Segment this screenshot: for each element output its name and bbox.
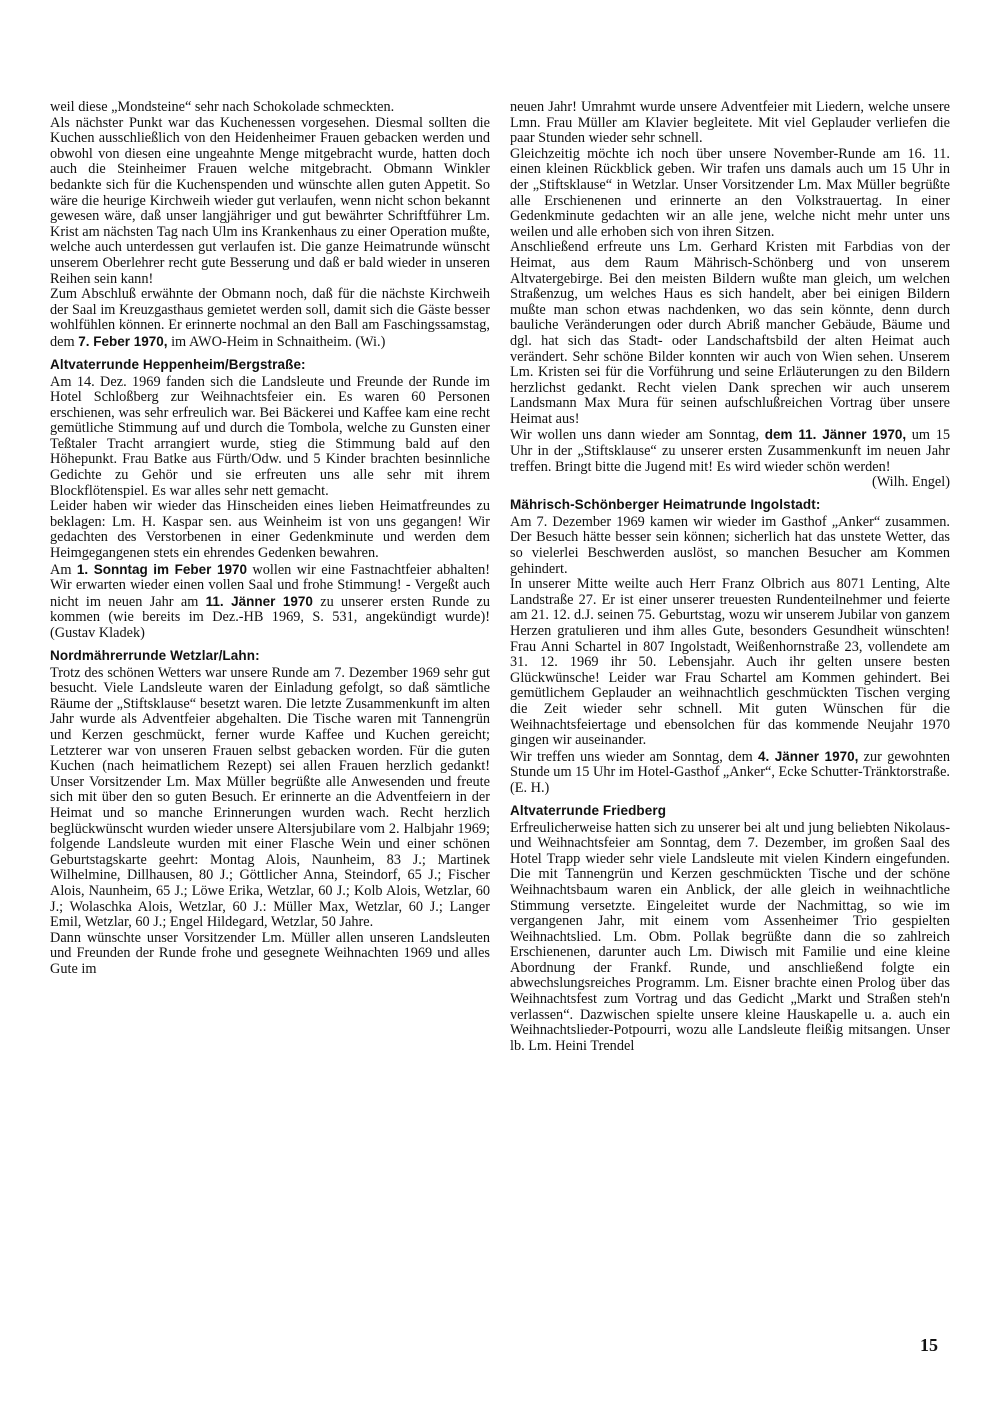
- section-heading-wetzlar: Nordmährerrunde Wetzlar/Lahn:: [50, 647, 260, 663]
- section-heading-friedberg: Altvaterrunde Friedberg: [510, 802, 667, 818]
- bold-date: dem 11. Jänner 1970,: [764, 427, 907, 443]
- text-run: zu unserer ersten Runde zu kommen (wie bereits im Dez.-HB 1969, S. 531, angekündigt wurde)! (Gustav Kladek): [50, 593, 490, 641]
- paragraph: [50, 562, 490, 642]
- bold-date: 11. Jänner 1970: [205, 593, 313, 609]
- bold-date: 1. Sonntag im Feber 1970: [76, 561, 247, 577]
- paragraph: Dann wünschte unser Vorsitzender Lm. Müller allen unseren Landsleuten und Freunden der Runde frohe und gesegnete Weihnachten 1969 und alles Gute im: [50, 929, 490, 977]
- text-run: wollen wir eine Fastnachtfeier abhalten! Wir erwarten wieder einen vollen Saal und frohe Stimmung! - Vergeßt auch nicht im neuen Jahr am: [50, 561, 490, 610]
- text-run: im AWO-Heim in Schnaitheim. (Wi.): [167, 333, 386, 350]
- paragraph: Als nächster Punkt war das Kuchenessen vorgesehen. Diesmal sollten die Kuchen ausschließlich von den Heidenheimer Frauen gebacken werden und obwohl von diesen eine ungeahnte Menge mitgebracht wurde, hatten doch auch die Steinheimer Frauen welche mitgebracht. Obmann Winkler bedankte sich für die Kuchenspenden und wünschte allen guten Appetit. So wäre die heurige Kirchweih wieder gut verlaufen, wenn nicht schon bekannt gewesen wäre, daß unser langjähriger und gut bewährter Schriftführer Lm. Krist am nächsten Tag nach Ulm ins Krankenhaus zu einer Operation mußte, welche auch unterdessen gut verlaufen ist. Die ganze Heimatrunde wünscht unserem Oberlehrer recht gute Besserung und daß er bald wieder in unseren Reihen sein kann!: [50, 114, 490, 287]
- paragraph: neuen Jahr! Umrahmt wurde unsere Adventfeier mit Liedern, welche unsere Lmn. Frau Müller am Klavier begleitete. Mit viel Geplauder verliefen die paar Stunden wieder sehr schnell.: [510, 99, 950, 147]
- page-number: 15: [920, 1335, 938, 1355]
- text-run: um 15 Uhr in der „Stiftsklause“ zu unserer ersten Zusammenkunft im neuen Jahr treffen. Bringt bitte die Jugend mit! Es wird wieder schön werden!: [510, 427, 950, 475]
- text-run: Am: [50, 561, 77, 578]
- paragraph: Am 14. Dez. 1969 fanden sich die Landsleute und Freunde der Runde im Hotel Schloßberg zur Weihnachtsfeier ein. Es waren 60 Personen erschienen, was sehr erfreulich war. Bei Bäckerei und Kaffee kam eine recht gemütliche Stimmung auf und durch die Tombola, welche zu Gunsten einer Teßtaler Tracht arrangiert wurde, stieg die Stimmung bald auf den Höhepunkt. Frau Batke aus Fürth/Odw. und 5 Kinder brachten besinnliche Gedichte zu Gehör und sie erfreuten uns alle sehr mit ihrem Blockflötenspiel. Es war alles sehr nett gemacht.: [50, 373, 490, 499]
- paragraph: Trotz des schönen Wetters war unsere Runde am 7. Dezember 1969 sehr gut besucht. Viele Landsleute waren der Einladung gefolgt, so daß sämtliche Räume der „Stiftsklause“ besetzt waren. Die letzte Zusammenkunft im alten Jahr wurde als Adventfeier abgehalten. Die Tische waren mit Tannengrün und Kerzen geschmückt, ferner wurde Kaffee und Kuchen gereicht; Letzterer war von unseren Frauen selbst gebacken worden. Für die guten Kuchen (nach heimatlichem Rezept) sei allen Frauen herzlich gedankt! Unser Vorsitzender Lm. Max Müller begrüßte alle Anwesenden und freute sich mit über den so guten Besuch. Er erinnerte an die Adventfeiern in der Heimat und so manche Erinnerungen wurden wach. Recht herzlich beglückwünscht wurden wieder unsere Altersjubilare vom 2. Halbjahr 1969; folgende Landsleute wurden mit einer Flasche Wein und einer schönen Geburtstagskarte geehrt: Montag Alois, Naunheim, 83 J.; Martinek Wilhelmine, Dillhausen, 80 J.; Göttlicher Anna, Steindorf, 65 J.; Fischer Alois, Naunheim, 65 J.; Löwe Erika, Wetzlar, 60 J.; Kolb Alois, Wetzlar, 60 J.; Wolaschka Alois, Wetzlar, 60 J.: Müller Max, Wetzlar, 60 J.; Langer Emil, Wetzlar, 60 J.; Engel Hildegard, Wetzlar, 50 Jahre.: [50, 664, 490, 931]
- section-heading-ingolstadt: Mährisch-Schönberger Heimatrunde Ingolstadt:: [510, 496, 821, 512]
- left-column: [50, 100, 490, 977]
- section-heading-heppenheim: Altvaterrunde Heppenheim/Bergstraße:: [50, 356, 306, 372]
- signature: (Wilh. Engel): [871, 474, 950, 491]
- text-run: zur gewohnten Stunde um 15 Uhr im Hotel-Gasthof „Anker“, Ecke Schutter-Tränktorstraße. (E. H.): [510, 748, 950, 796]
- paragraph: Gleichzeitig möchte ich noch über unsere November-Runde am 16. 11. einen kleinen Rückblick geben. Wir trafen uns damals auch um 15 Uhr in der „Stiftsklause“ in Wetzlar. Unser Vorsitzender Lm. Max Müller begrüßte alle Erschienenen und erinnerte an den Volkstrauertag. In einer Gedenkminute gedachten wir an alle jene, welche nicht mehr unter uns weilen und alle erhoben sich von ihren Sitzen.: [510, 145, 950, 240]
- paragraph: Leider haben wir wieder das Hinscheiden eines lieben Heimatfreundes zu beklagen: Lm. H. Kaspar sen. aus Weinheim ist von uns gegangen! Wir gedachten des Verstorbenen in einer Gedenkminute und werden dem Heimgegangenen stets ein ehrendes Gedenken bewahren.: [50, 498, 490, 562]
- text-run: Wir treffen uns wieder am Sonntag, dem: [510, 748, 759, 765]
- paragraph: Am 7. Dezember 1969 kamen wir wieder im Gasthof „Anker“ zusammen. Der Besuch hätte besser sein können; sicherlich hat das unstete Wetter, das so vielerlei Beschwerden auslöst, so manchen Besucher am Kommen gehindert.: [510, 513, 950, 577]
- bold-date: 4. Jänner 1970,: [758, 748, 859, 764]
- paragraph: weil diese „Mondsteine“ sehr nach Schokolade schmeckten.: [50, 99, 395, 115]
- paragraph: [50, 287, 490, 350]
- right-column: [510, 100, 950, 1054]
- paragraph: Anschließend erfreute uns Lm. Gerhard Kristen mit Farbdias von der Heimat, aus dem Raum Mährisch-Schönberg und von unserem Altvatergebirge. Bei den meisten Bildern wußte man gleich, um welchen Straßenzug, um welches Haus es sich handelt, aber bei einigen Bildern mußte man schon etwas nachdenken, wo das sein könnte, denn durch bauliche Veränderungen oder durch Abriß mancher Gebäude, Bäume und dgl. hat sich das Stadt- oder Landschaftsbild der alten Heimat auch verändert. Sehr schöne Bilder konnten wir auch von Wien sehen. Unserem Lm. Kristen sei für die Vorführung und seine Erläuterungen zu den Bildern herzlichst gedankt. Recht vielen Dank sprechen wir auch unserem Landsmann Max Mura für seinen aufschlußreichen Vortrag über unsere Heimat aus!: [510, 239, 950, 427]
- text-run: Zum Abschluß erwähnte der Obmann noch, daß für die nächste Kirchweih der Saal im Kreuzgasthaus gemietet werden soll, damit sich die Gäste besser wohlfühlen können. Er erinnerte nochmal an den Ball am Faschingssamstag, dem: [50, 286, 490, 350]
- paragraph: [510, 427, 950, 490]
- text-run: Wir wollen uns dann wieder am Sonntag,: [510, 427, 765, 444]
- bold-date: 7. Feber 1970,: [78, 333, 168, 349]
- paragraph: In unserer Mitte weilte auch Herr Franz Olbrich aus 8071 Lenting, Alte Landstraße 27. Er ist einer unserer treuesten Rundenteilnehmer und feierte am 21. 12. d.J. seinen 75. Geburtstag, wozu wir unserem Jubilar von ganzem Herzen gratulieren und ihm alles Gute, besonders Gesundheit wünschten! Frau Anni Schartel in 807 Ingolstadt, Weißenhornstraße 23, vollendete am 31. 12. 1969 ihr 50. Lebensjahr. Auch ihr gelten unsere besten Glückwünsche! Leider war Frau Schartel am Kommen gehindert. Bei gemütlichem Geplauder an weihnachtlich geschmückten Tischen verging die Zeit wieder sehr schnell. Mit guten Wünschen für die Weihnachtsfeiertage und ebensolchen für das kommende Neujahr 1970 gingen wir auseinander.: [510, 576, 950, 749]
- paragraph: Erfreulicherweise hatten sich zu unserer bei alt und jung beliebten Nikolaus- und Weihnachtsfeier am Sonntag, dem 7. Dezember, im großen Saal des Hotel Trapp wieder sehr viele Landsleute mit vielen Kindern eingefunden. Die mit Tannengrün und Kerzen geschmückten Tische und der schöne Weihnachtsbaum waren ein Anblick, der alle gleich in weihnachtliche Stimmung versetzte. Eingeleitet wurde der Nachmittag, so wie im vergangenen Jahr, mit einem vom Assenheimer Trio gespielten Weihnachtslied. Lm. Obm. Pollak begrüßte dann die so zahlreich Erschienenen, darunter auch Lm. Diwisch mit Familie und eine kleine Abordnung der Frankf. Runde, und anschließend folgte ein abwechslungsreiches Programm. Lm. Eisner brachte einen Prolog über das Weihnachtsfest zum Vortrag und das Gedicht „Markt und Straßen steh'n verlassen“. Dazwischen spielte unsere kleine Hauskapelle u. a. auch ein Weihnachtslieder-Potpourri, wozu alle Landsleute fleißig mitsangen. Unser lb. Lm. Heini Trendel: [510, 819, 950, 1054]
- paragraph: [510, 749, 950, 797]
